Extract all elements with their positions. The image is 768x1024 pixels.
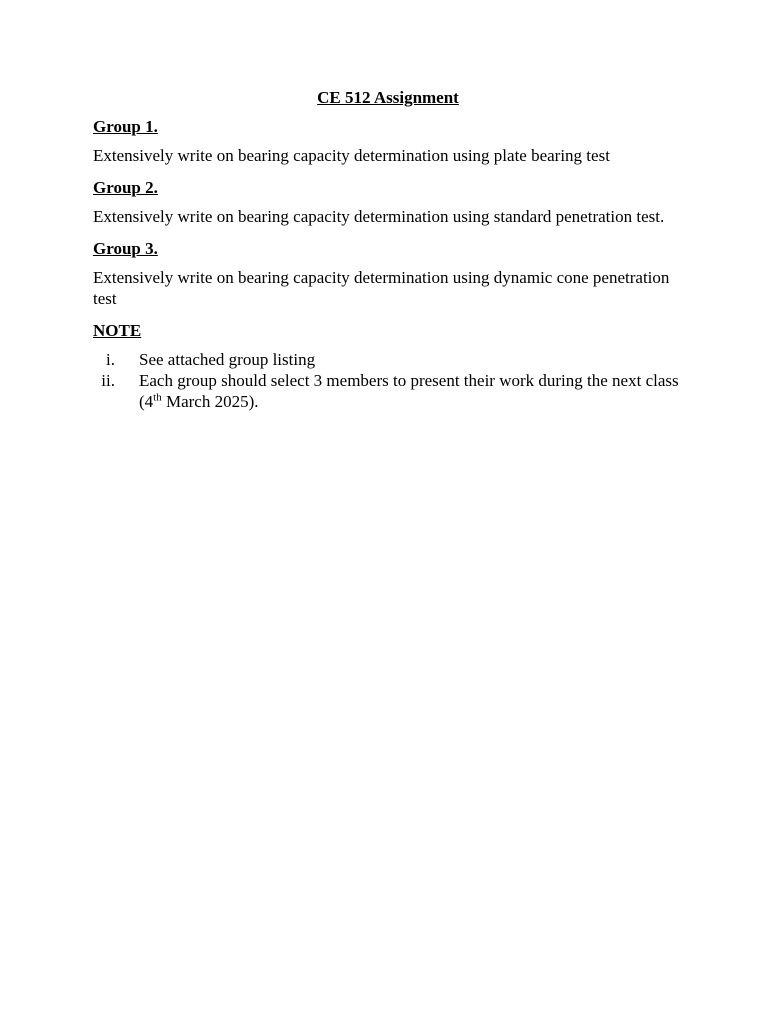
note-list	[93, 349, 683, 412]
note-item-1-number: i.	[106, 350, 115, 369]
note-item-1-text: See attached group listing	[139, 350, 316, 369]
note-item-1	[93, 349, 683, 370]
group-3-heading: Group 3.	[93, 239, 158, 258]
group-1-heading: Group 1.	[93, 117, 158, 136]
note-item-2-superscript: th	[153, 391, 162, 404]
note-item-2-text-after: March 2025).	[161, 392, 259, 411]
document-title: CE 512 Assignment	[317, 88, 459, 107]
note-item-2-text	[139, 370, 683, 412]
group-1-text: Extensively write on bearing capacity determination using plate bearing test	[93, 146, 610, 165]
group-2-text: Extensively write on bearing capacity determination using standard penetration test.	[93, 207, 665, 226]
group-3-text: Extensively write on bearing capacity determination using dynamic cone penetration test	[93, 268, 670, 308]
note-item-2-text-before: Each group should select 3 members to present their work during the next class (4	[139, 371, 679, 411]
note-item-2-number: ii.	[101, 371, 115, 390]
note-item-2	[93, 370, 683, 412]
document-body	[93, 87, 683, 412]
group-2-heading: Group 2.	[93, 178, 158, 197]
note-heading: NOTE	[93, 321, 142, 340]
